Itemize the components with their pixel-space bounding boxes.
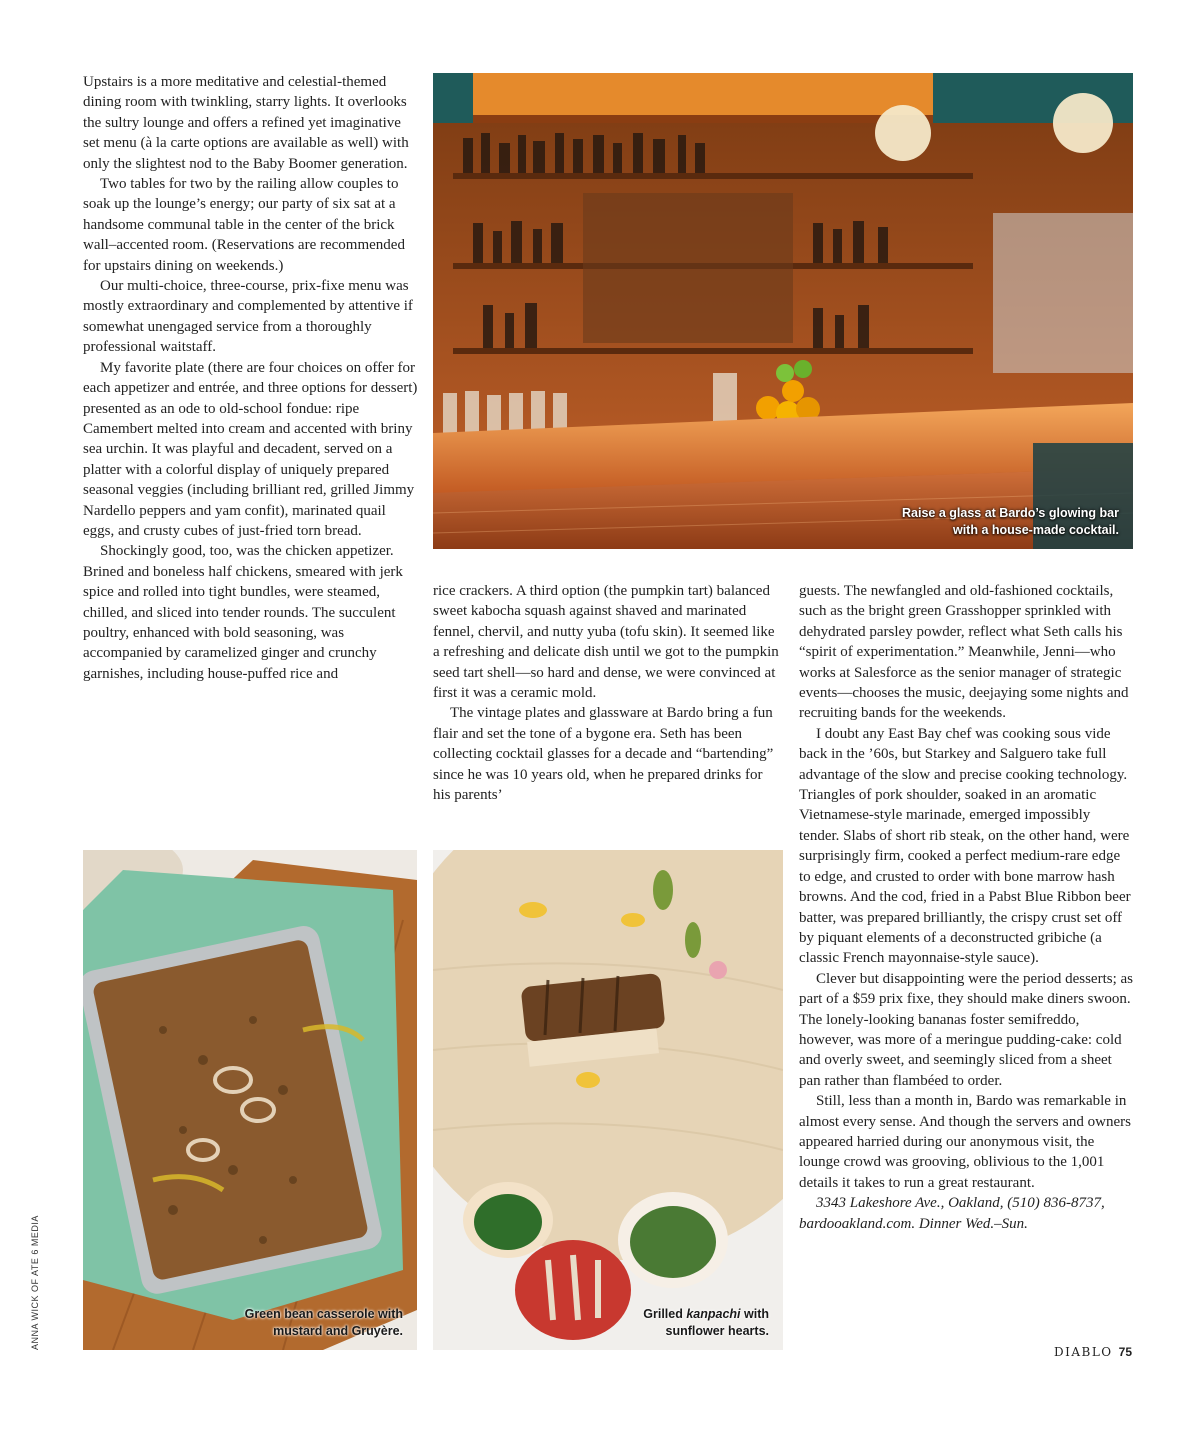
paragraph: Shockingly good, too, was the chicken appetizer. Brined and boneless half chickens, smeared with jerk spice and rolled into tight bundles, were steamed, chilled, and sliced into tender rounds. The succulent poultry, enhanced with bold seasoning, was accompanied by caramelized ginger and crunchy garnishes, including house-puffed rice and: [83, 543, 403, 682]
restaurant-address: 3343 Lakeshore Ave., Oakland, (510) 836-8737, bardooakland.com. Dinner Wed.–Sun.: [799, 1195, 1105, 1232]
paragraph: Upstairs is a more meditative and celestial-themed dining room with twinkling, starry lights. It overlooks the sultry lounge and offers a refined yet imaginative set menu (à la carte options are available as well) with only the slightest nod to the Baby Boomer generation.: [83, 74, 409, 172]
bar-photo: [433, 73, 1133, 549]
caption-text: with: [740, 1307, 769, 1321]
casserole-illustration: [83, 850, 417, 1350]
photo-credit: ANNA WICK OF ATE 6 MEDIA: [30, 1215, 40, 1350]
paragraph: Two tables for two by the railing allow couples to soak up the lounge’s energy; our party of six sat at a handsome communal table in the center of the brick wall–accented room. (Reservations are recommended for upstairs dining on weekends.): [83, 176, 405, 274]
paragraph: rice crackers. A third option (the pumpkin tart) balanced sweet kabocha squash against shaved and marinated fennel, chervil, and nutty yuba (tofu skin). It seemed like a refreshing and delicate dish until we got to the pumpkin seed tart shell—so hard and dense, we were convinced at first it was a ceramic mold.: [433, 583, 779, 702]
paragraph: My favorite plate (there are four choices on offer for each appetizer and entrée, and three options for dessert) presented as an ode to old-school fondue: ripe Camembert melted into cream and accented with briny sea urchin. It was playful and decadent, served on a platter with a colorful display of uniquely prepared seasonal veggies (including brilliant red, grilled Jimmy Nardello peppers and yam confit), marinated quail eggs, and crusty cubes of just-fried torn bread.: [83, 359, 418, 539]
article-column-3: [799, 581, 1134, 1234]
kanpachi-photo: [433, 850, 783, 1350]
bar-illustration: [433, 73, 1133, 549]
article-column-2: [433, 581, 783, 805]
casserole-caption: [245, 1306, 403, 1340]
paragraph: guests. The newfangled and old-fashioned cocktails, such as the bright green Grasshopper sprinkled with dehydrated parsley powder, reflect what Seth calls his “spirit of experimentation.” Meanwhile, Jenni—who works at Salesforce as the senior manager of strategic events—chooses the music, deejaying some nights and recruiting bands for the weekends.: [799, 583, 1129, 722]
casserole-photo: [83, 850, 417, 1350]
caption-line: Green bean casserole with: [244, 1307, 403, 1321]
paragraph: The vintage plates and glassware at Bardo bring a fun flair and set the tone of a bygone era. Seth has been collecting cocktail glasses for a decade and “bartending” since he was 10 years old, when he prepared drinks for his parents’: [433, 705, 774, 804]
paragraph: Clever but disappointing were the period desserts; as part of a $59 prix fixe, they should make diners swoon. The lonely-looking bananas foster semifreddo, however, was more of a meringue pudding-cake: cold and overly sweet, and seemingly sliced from a sheet pan rather than flambéed to order.: [799, 970, 1134, 1089]
caption-text: Grilled: [643, 1307, 687, 1321]
paragraph: Still, less than a month in, Bardo was remarkable in almost every sense. And though the servers and owners appeared harried during our anonymous visit, the lounge crowd was grooving, oblivious to the 1,001 details it takes to run a great restaurant.: [799, 1093, 1132, 1191]
caption-line: with a house-made cocktail.: [952, 523, 1119, 537]
kanpachi-caption: [643, 1306, 769, 1340]
kanpachi-illustration: [433, 850, 783, 1350]
caption-line: [643, 1306, 769, 1323]
bar-caption: [902, 505, 1119, 539]
article-column-1: [83, 72, 418, 684]
caption-italic: kanpachi: [686, 1307, 741, 1321]
caption-line: Raise a glass at Bardo’s glowing bar: [902, 506, 1119, 520]
caption-line: sunflower hearts.: [665, 1324, 769, 1338]
paragraph: Our multi-choice, three-course, prix-fixe menu was mostly extraordinary and complemented by attentive if somewhat unengaged service from a thoroughly professional waitstaff.: [83, 278, 413, 356]
page-folio: [1054, 1345, 1132, 1359]
paragraph: I doubt any East Bay chef was cooking sous vide back in the ’60s, but Starkey and Salguero take full advantage of the slow and precise cooking technology. Triangles of pork shoulder, soaked in an aromatic Vietnamese-style marinade, emerged impossibly tender. Slabs of short rib steak, on the other hand, were surprisingly firm, cooked a perfect medium-rare edge to edge, and crusted to order with bone marrow hash browns. And the cod, fried in a Pabst Blue Ribbon beer batter, was prepared brilliantly, the crispy crust set off by piquant elements of a deconstructed gribiche (a classic French mayonnaise-style sauce).: [799, 725, 1131, 967]
caption-line: mustard and Gruyère.: [273, 1324, 403, 1338]
page-number: 75: [1118, 1345, 1132, 1359]
magazine-name: DIABLO: [1053, 1345, 1113, 1359]
